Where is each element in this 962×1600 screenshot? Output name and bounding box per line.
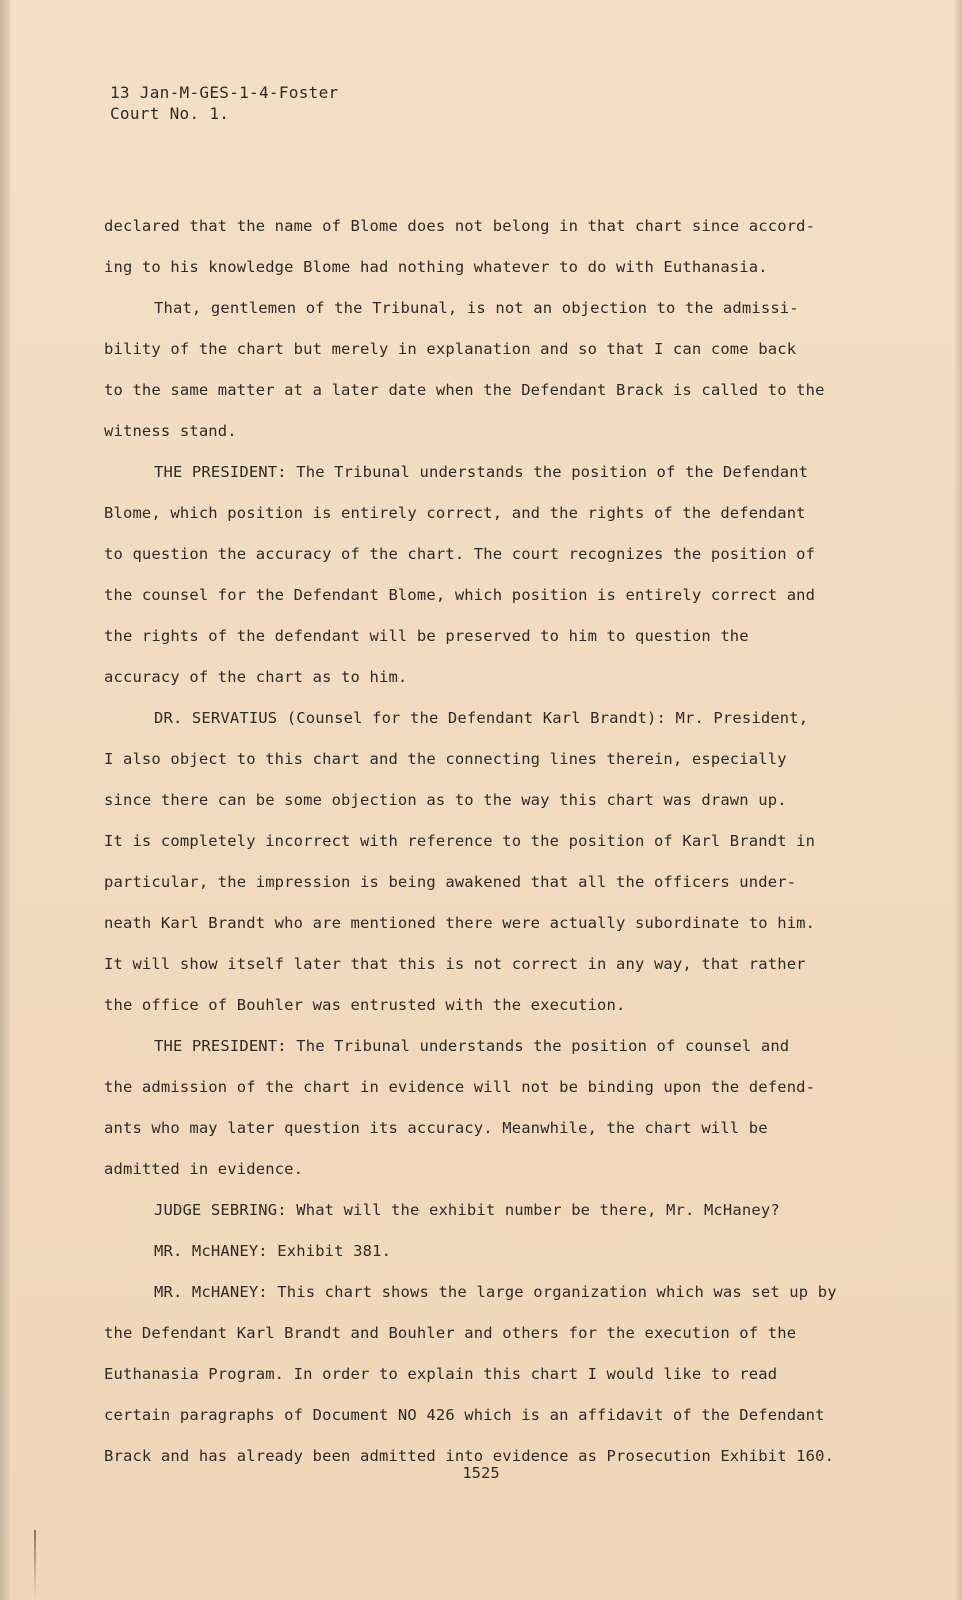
- text-line: declared that the name of Blome does not belong in that chart since accord-: [104, 217, 816, 235]
- text-line: bility of the chart but merely in explanation and so that I can come back: [104, 340, 797, 358]
- paper-left-edge: [0, 0, 10, 1600]
- text-line: certain paragraphs of Document NO 426 which is an affidavit of the Defendant: [104, 1406, 825, 1424]
- text-line: That, gentlemen of the Tribunal, is not an objection to the admissi-: [154, 299, 799, 317]
- header-court: Court No. 1.: [110, 104, 230, 123]
- header-reference: 13 Jan-M-GES-1-4-Foster: [110, 83, 339, 102]
- text-line: the admission of the chart in evidence will not be binding upon the defend-: [104, 1078, 816, 1096]
- page-number: 1525: [462, 1464, 500, 1482]
- text-line: Brack and has already been admitted into evidence as Prosecution Exhibit 160.: [104, 1447, 835, 1465]
- text-line: the Defendant Karl Brandt and Bouhler and others for the execution of the: [104, 1324, 797, 1342]
- text-line: ants who may later question its accuracy. Meanwhile, the chart will be: [104, 1119, 768, 1137]
- transcript-body: [104, 206, 894, 1477]
- text-line: THE PRESIDENT: The Tribunal understands the position of the Defendant: [154, 463, 809, 481]
- text-line: Euthanasia Program. In order to explain this chart I would like to read: [104, 1365, 778, 1383]
- text-line: the office of Bouhler was entrusted with the execution.: [104, 996, 626, 1014]
- text-line: particular, the impression is being awakened that all the officers under-: [104, 873, 797, 891]
- text-line: to question the accuracy of the chart. The court recognizes the position of: [104, 545, 816, 563]
- document-header: [110, 82, 338, 124]
- text-line: ing to his knowledge Blome had nothing whatever to do with Euthanasia.: [104, 258, 768, 276]
- text-line: to the same matter at a later date when the Defendant Brack is called to the: [104, 381, 825, 399]
- text-line: MR. McHANEY: This chart shows the large organization which was set up by: [154, 1283, 837, 1301]
- text-line: Blome, which position is entirely correct, and the rights of the defendant: [104, 504, 806, 522]
- text-line: since there can be some objection as to the way this chart was drawn up.: [104, 791, 787, 809]
- text-line: MR. McHANEY: Exhibit 381.: [154, 1242, 392, 1260]
- text-line: the rights of the defendant will be preserved to him to question the: [104, 627, 749, 645]
- text-line: accuracy of the chart as to him.: [104, 668, 408, 686]
- text-line: It is completely incorrect with reference to the position of Karl Brandt in: [104, 832, 816, 850]
- text-line: I also object to this chart and the connecting lines therein, especially: [104, 750, 787, 768]
- margin-pencil-mark: [34, 1530, 36, 1600]
- text-line: THE PRESIDENT: The Tribunal understands the position of counsel and: [154, 1037, 790, 1055]
- text-line: witness stand.: [104, 422, 237, 440]
- text-line: DR. SERVATIUS (Counsel for the Defendant Karl Brandt): Mr. President,: [154, 709, 809, 727]
- paper-right-edge: [954, 0, 962, 1600]
- text-line: It will show itself later that this is not correct in any way, that rather: [104, 955, 806, 973]
- text-line: admitted in evidence.: [104, 1160, 304, 1178]
- text-line: JUDGE SEBRING: What will the exhibit number be there, Mr. McHaney?: [154, 1201, 780, 1219]
- text-line: neath Karl Brandt who are mentioned there were actually subordinate to him.: [104, 914, 816, 932]
- text-line: the counsel for the Defendant Blome, which position is entirely correct and: [104, 586, 816, 604]
